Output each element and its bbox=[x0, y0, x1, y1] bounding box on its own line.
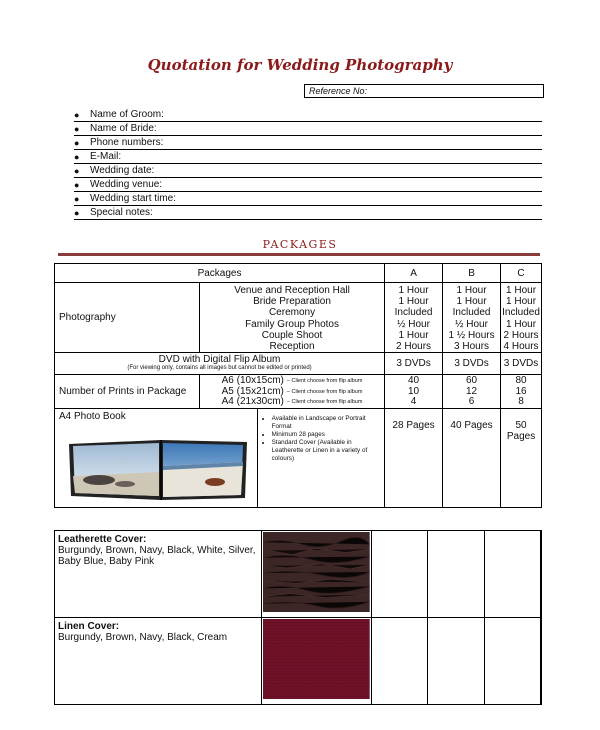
cell-value: Included bbox=[452, 307, 491, 319]
bullet-icon: ● bbox=[74, 152, 80, 162]
field-label: Wedding start time: bbox=[90, 193, 176, 204]
prints-label: Number of Prints in Package bbox=[55, 375, 200, 409]
cell-value: 6 bbox=[468, 396, 475, 408]
print-size-row bbox=[200, 397, 384, 408]
leatherette-colors: Burgundy, Brown, Navy, Black, White, Silver, Baby Blue, Baby Pink bbox=[58, 545, 256, 567]
photography-c bbox=[501, 283, 542, 353]
leatherette-swatch-cell bbox=[262, 531, 372, 618]
bullet-icon: ● bbox=[74, 110, 80, 120]
table-header-row bbox=[55, 264, 542, 283]
print-size: A4 (21x30cm) bbox=[221, 396, 284, 408]
cell-value: 1 Hour bbox=[398, 285, 429, 296]
print-note: – Client choose from flip album bbox=[286, 378, 363, 385]
photobook-a: 28 Pages bbox=[385, 409, 443, 508]
empty-cell bbox=[372, 618, 428, 705]
print-size: A5 (15x21cm) bbox=[221, 385, 284, 397]
linen-colors: Burgundy, Brown, Navy, Black, Cream bbox=[58, 632, 228, 643]
photography-item: Bride Preparation bbox=[253, 296, 331, 308]
header-b: B bbox=[443, 264, 501, 283]
header-packages: Packages bbox=[55, 264, 385, 283]
photobook-cell bbox=[55, 409, 258, 508]
photobook-bullet: • Available in Landscape or Portrait Format bbox=[272, 415, 384, 431]
linen-swatch bbox=[263, 619, 370, 699]
table-row-prints bbox=[55, 375, 542, 409]
photobook-b: 40 Pages bbox=[443, 409, 501, 508]
table-row-photography bbox=[55, 283, 542, 353]
print-size: A6 (10x15cm) bbox=[221, 375, 284, 387]
field-label: Phone numbers: bbox=[90, 137, 164, 148]
cell-value: 12 bbox=[466, 385, 478, 397]
field-label: E-Mail: bbox=[90, 151, 122, 162]
cell-value: 1 ½ Hours bbox=[448, 329, 495, 341]
linen-swatch-cell bbox=[262, 618, 372, 705]
field-email[interactable] bbox=[74, 150, 542, 164]
cell-value: 1 Hour bbox=[506, 318, 537, 330]
cell-value: 40 bbox=[408, 375, 420, 387]
photobook-bullets bbox=[258, 415, 384, 463]
cover-row-leatherette bbox=[55, 531, 542, 618]
cell-value: 1 Hour bbox=[506, 285, 537, 296]
photography-b bbox=[443, 283, 501, 353]
packages-divider bbox=[58, 253, 540, 256]
field-phone[interactable] bbox=[74, 136, 542, 150]
field-wedding-date[interactable] bbox=[74, 164, 542, 178]
photobook-bullet: • Minimum 28 pages bbox=[272, 431, 384, 439]
dvd-a: 3 DVDs bbox=[385, 353, 443, 375]
cell-value: 4 bbox=[410, 396, 417, 408]
cell-value: 60 bbox=[466, 375, 478, 387]
photobook-bullet: • Standard Cover (Available in Leatherette or Linen in a variety of colours) bbox=[272, 439, 384, 463]
photography-item: Ceremony bbox=[268, 307, 316, 319]
dvd-c: 3 DVDs bbox=[501, 353, 542, 375]
field-label: Wedding date: bbox=[90, 165, 155, 176]
cell-value: 8 bbox=[518, 396, 524, 408]
bullet-icon: ● bbox=[74, 208, 80, 218]
reference-number-field[interactable] bbox=[304, 84, 544, 98]
empty-cell bbox=[541, 618, 542, 705]
cell-value: 1 Hour bbox=[506, 296, 537, 308]
leatherette-cell bbox=[55, 531, 262, 618]
prints-sizes bbox=[200, 375, 385, 409]
linen-title: Linen Cover: bbox=[58, 621, 120, 632]
empty-cell bbox=[372, 531, 428, 618]
dvd-cell bbox=[55, 353, 385, 375]
cell-value: 3 Hours bbox=[454, 341, 490, 353]
photography-item: Family Group Photos bbox=[245, 318, 339, 330]
cell-value: 2 Hours bbox=[396, 341, 432, 353]
field-start-time[interactable] bbox=[74, 192, 542, 206]
cell-value: 1 Hour bbox=[398, 296, 429, 308]
empty-cell bbox=[484, 618, 540, 705]
empty-cell bbox=[428, 531, 484, 618]
photobook-c: 50 Pages bbox=[501, 409, 542, 508]
bullet-icon: ● bbox=[74, 194, 80, 204]
cell-value: 2 Hours bbox=[503, 329, 539, 341]
cell-value: 1 Hour bbox=[456, 285, 487, 296]
field-label: Wedding venue: bbox=[90, 179, 163, 190]
dvd-label: DVD with Digital Flip Album bbox=[158, 354, 281, 366]
leatherette-swatch bbox=[263, 532, 370, 612]
page-title: Quotation for Wedding Photography bbox=[147, 56, 453, 74]
photobook-features bbox=[257, 409, 384, 508]
empty-cell bbox=[541, 531, 542, 618]
field-bride[interactable] bbox=[74, 122, 542, 136]
prints-c bbox=[501, 375, 542, 409]
cell-value: 80 bbox=[515, 375, 527, 387]
bullet-icon: ● bbox=[74, 180, 80, 190]
photobook-image bbox=[65, 432, 250, 504]
photography-item: Venue and Reception Hall bbox=[234, 285, 350, 296]
cell-value: 1 Hour bbox=[398, 329, 429, 341]
photography-item: Couple Shoot bbox=[261, 329, 323, 341]
print-note: – Client choose from flip album bbox=[286, 399, 363, 406]
bullet-icon: ● bbox=[74, 138, 80, 148]
field-label: Name of Bride: bbox=[90, 123, 157, 134]
cell-value: 10 bbox=[408, 385, 420, 397]
field-label: Special notes: bbox=[90, 207, 153, 218]
field-wedding-venue[interactable] bbox=[74, 178, 542, 192]
dvd-note: (For viewing only, contains all images but cannot be edited or printed) bbox=[127, 365, 312, 372]
cell-value: 16 bbox=[515, 385, 527, 397]
print-note: – Client choose from flip album bbox=[286, 388, 363, 395]
photography-a bbox=[385, 283, 443, 353]
field-groom[interactable] bbox=[74, 108, 542, 122]
photography-label: Photography bbox=[55, 283, 200, 353]
photography-item: Reception bbox=[269, 341, 315, 353]
field-special-notes[interactable] bbox=[74, 206, 542, 220]
cell-value: ½ Hour bbox=[397, 318, 430, 330]
field-label: Name of Groom: bbox=[90, 109, 164, 120]
leatherette-title: Leatherette Cover: bbox=[58, 534, 147, 545]
cell-value: Included bbox=[502, 307, 540, 319]
packages-heading: PACKAGES bbox=[262, 238, 338, 251]
prints-a bbox=[385, 375, 443, 409]
header-c: C bbox=[501, 264, 542, 283]
table-row-photobook bbox=[55, 409, 542, 508]
prints-b bbox=[443, 375, 501, 409]
cell-value: 1 Hour bbox=[456, 296, 487, 308]
reference-label: Reference No: bbox=[309, 86, 368, 96]
cell-value: 4 Hours bbox=[503, 341, 539, 353]
covers-table bbox=[54, 530, 542, 705]
table-row-dvd bbox=[55, 353, 542, 375]
photobook-label: A4 Photo Book bbox=[59, 411, 126, 423]
cell-value: ½ Hour bbox=[455, 318, 488, 330]
header-a: A bbox=[385, 264, 443, 283]
cover-row-linen bbox=[55, 618, 542, 705]
linen-cell bbox=[55, 618, 262, 705]
bullet-icon: ● bbox=[74, 166, 80, 176]
cell-value: Included bbox=[394, 307, 433, 319]
client-details-list bbox=[74, 108, 542, 220]
empty-cell bbox=[428, 618, 484, 705]
dvd-b: 3 DVDs bbox=[443, 353, 501, 375]
empty-cell bbox=[484, 531, 540, 618]
bullet-icon: ● bbox=[74, 124, 80, 134]
packages-table bbox=[54, 263, 542, 508]
photography-items bbox=[200, 283, 385, 353]
